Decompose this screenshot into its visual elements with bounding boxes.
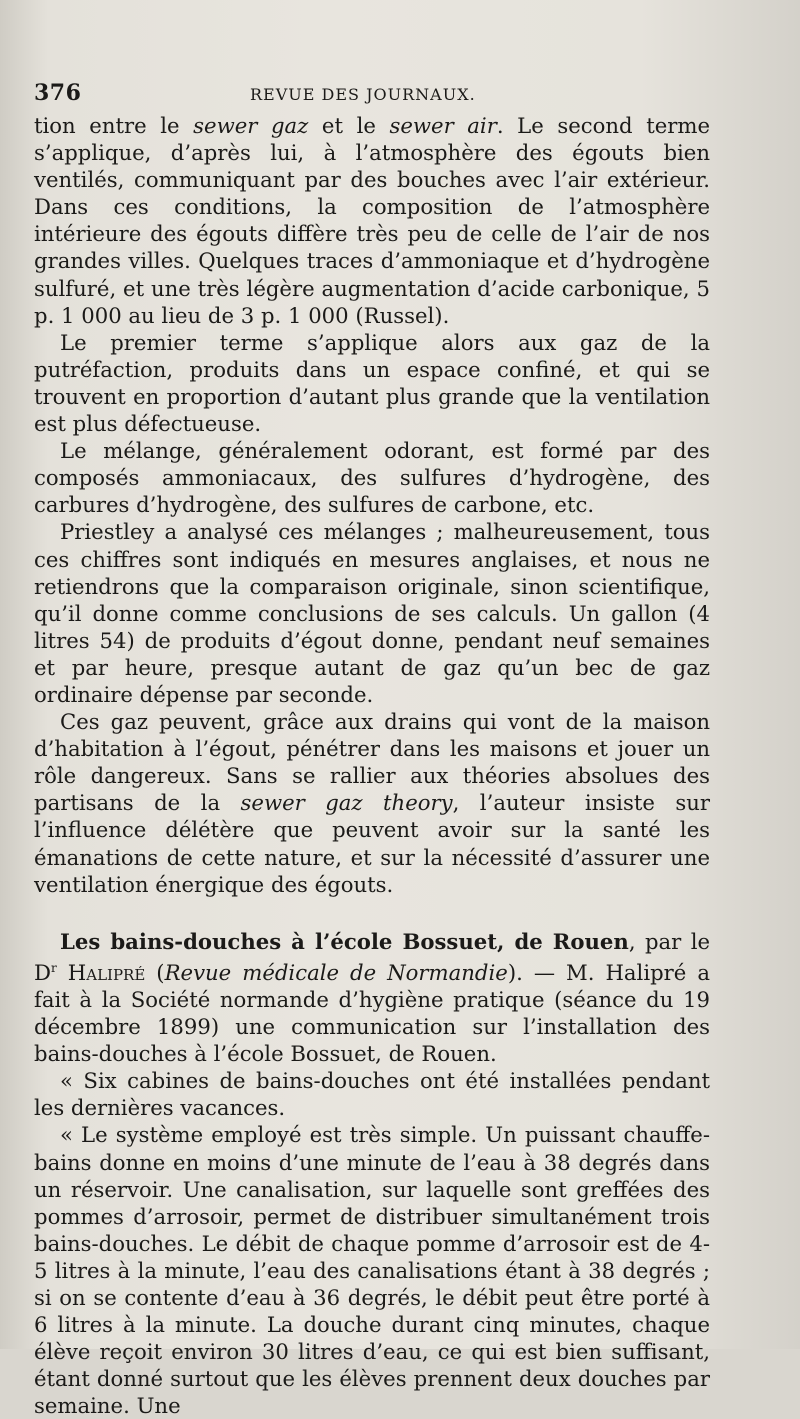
text-run: (: [145, 959, 165, 985]
italic-term: sewer gaz theory: [240, 790, 453, 816]
article-title: Les bains-douches à l’école Bossuet, de Rouen: [60, 928, 629, 954]
quote-paragraph: « Six cabines de bains-douches ont été installées pendant les dernières vacances.: [34, 1068, 710, 1121]
quote-paragraph: « Le système employé est très simple. Un puissant chauffe-bains donne en moins d’une minute de l’eau à 38 degrés dans un réservoir. Une canalisation, sur laquelle sont greffées des pommes d’arrosoir, permet de distribuer simultanément trois bains-douches. Le débit de chaque pomme d’arrosoir est de 4-5 litres à la minute, l’eau des canalisations étant à 38 degrés ; si on se contente d’eau à 36 degrés, le débit peut être porté à 6 litres à la minute. La douche durant cinq minutes, chaque élève reçoit environ 30 litres d’eau, ce qui est bien suffisant, étant donné surtout que les élèves prennent deux douches par semaine. Une: [34, 1122, 710, 1419]
paragraph: [34, 708, 710, 898]
page-header: [34, 80, 754, 110]
doctor-abbrev: D: [34, 959, 51, 985]
running-head: REVUE DES JOURNAUX.: [250, 85, 476, 104]
italic-term: sewer air: [389, 113, 497, 138]
text-run: , l’auteur insiste sur l’influence délétère que peuvent avoir sur la santé les émanations de cette nature, et sur la nécessité d’assurer une ventilation énergique des égouts.: [34, 790, 710, 897]
text-run: tion entre le: [34, 113, 194, 138]
source-journal: Revue médicale de Normandie: [164, 959, 508, 985]
doctor-abbrev-sup: r: [51, 960, 57, 975]
page-number: 376: [34, 80, 82, 106]
article-intro: [34, 928, 710, 1068]
text-run: , par le: [628, 928, 711, 954]
paragraph: Priestley a analysé ces mélanges ; malheureusement, tous ces chiffres sont indiqués en mesures anglaises, et nous ne retiendrons que la comparaison originale, sinon scientifique, qu’il donne comme conclusions de ses calculs. Un gallon (4 litres 54) de produits d’égout donne, pendant neuf semaines et par heure, presque autant de gaz qu’un bec de gaz ordinaire dépense par seconde.: [34, 519, 710, 707]
text-run: ). — M. Halipré a fait à la Société normande d’hygiène pratique (séance du 19 décembre 1899) une communication sur l’installation des bains-douches à l’école Bossuet, de Rouen.: [34, 959, 710, 1067]
text-run: et le: [308, 113, 390, 138]
author-name: Halipré: [56, 959, 146, 985]
section-gap: [34, 898, 710, 928]
paragraph: Le mélange, généralement odorant, est formé par des composés ammoniacaux, des sulfures d’hydrogène, des carbures d’hydrogène, des sulfures de carbone, etc.: [34, 438, 710, 518]
italic-term: sewer gaz: [193, 113, 309, 138]
text-run: . Le second terme s’applique, d’après lui, à l’atmosphère des égouts bien ventilés, communiquant par des bouches avec l’air extérieur. Dans ces conditions, la composition de l’atmosphère intérieure des égouts diffère très peu de celle de l’air de nos grandes villes. Quelques traces d’ammoniaque et d’hydrogène sulfuré, et une très légère augmentation d’acide carbonique, 5 p. 1 000 au lieu de 3 p. 1 000 (Russel).: [34, 113, 710, 328]
body-text: [34, 112, 710, 1419]
text-run: Ces gaz peuvent, grâce aux drains qui vont de la maison d’habitation à l’égout, pénétrer dans les maisons et jouer un rôle dangereux. Sans se rallier aux théories absolues des partisans de la: [34, 709, 710, 816]
paragraph-continuation: [34, 112, 710, 329]
paragraph: Le premier terme s’applique alors aux gaz de la putréfaction, produits dans un espace confiné, et qui se trouvent en proportion d’autant plus grande que la ventilation est plus défectueuse.: [34, 329, 710, 437]
